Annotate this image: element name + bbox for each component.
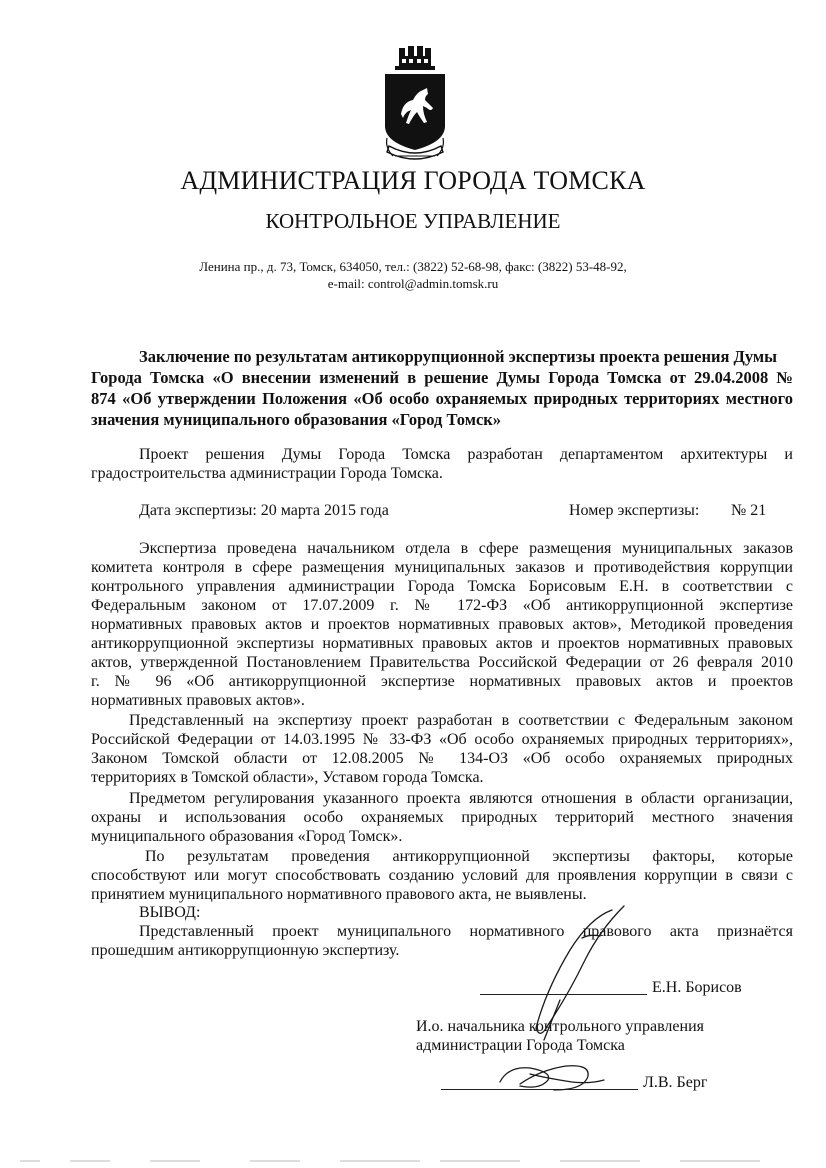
paragraph-line: актов, утвержденной Постановлением Правительства Российской Федерации от 26 февраля 2010 [91,654,793,671]
intro-line: Проект решения Думы Города Томска разработан департаментом архитектуры и [139,446,793,463]
paragraph-line: принятием муниципального нормативного правового акта, не выявлены. [91,886,587,903]
title-line: Города Томска «О внесении изменений в решение Думы Города Томска от 29.04.2008 № [91,368,793,387]
organization-title: АДМИНИСТРАЦИЯ ГОРОДА ТОМСКА [180,166,646,195]
expertise-number-value: № 21 [731,502,767,519]
paragraph-line: Законом Томской области от 12.08.2005 № 134-ОЗ «Об особо охраняемых природных [91,750,793,767]
expertise-number-label: Номер экспертизы: [569,502,700,519]
handwritten-signature [500,1066,604,1090]
conclusion-line: Представленный проект муниципального нормативного правового акта признаётся [139,923,793,940]
paragraph-line: Федеральным законом от 17.07.2009 г. № 172-ФЗ «Об антикоррупционной экспертизе [91,597,793,614]
conclusion-heading: ВЫВОД: [139,904,201,921]
paragraph-line: способствуют или могут способствовать созданию условий для проявления коррупции в связи с [91,867,793,884]
paragraph-line: Экспертиза проведена начальником отдела в сфере размещения муниципальных заказов [139,540,793,557]
paragraph-line: комитета контроля в сфере размещения муниципальных заказов и противодействия коррупции [91,559,793,576]
tomsk-coat-of-arms-icon [381,42,449,170]
paragraph-line: г. № 96 «Об антикоррупционной экспертизе нормативных правовых актов и проектов [91,673,793,690]
paragraph-line: контрольного управления администрации Города Томска Борисовым Е.Н. в соответствии с [91,578,793,595]
head-position: И.о. начальника контрольного управления [416,1018,704,1035]
paragraph-line: нормативных правовых актов». [91,692,305,709]
address-line: Ленина пр., д. 73, Томск, 634050, тел.: (3822) 52-68-98, факс: (3822) 53-48-92, [199,259,627,274]
paragraph-line: территориях в Томской области», Уставом города Томска. [91,769,484,786]
head-name: Л.В. Берг [643,1074,708,1091]
title-line: значения муниципального образования «Город Томск» [91,410,502,429]
expert-name: Е.Н. Борисов [652,979,742,996]
intro-line: градостроительства администрации Города Томска. [91,465,443,482]
title-line: 874 «Об утверждении Положения «Об особо охраняемых природных территориях местного [91,389,793,408]
paragraph-line: муниципального образования «Город Томск». [91,828,403,845]
paragraph-line: Представленный на экспертизу проект разработан в соответствии с Федеральным законом [129,712,793,729]
title-line: Заключение по результатам антикоррупционной экспертизы проекта решения Думы [139,347,778,366]
email-line: e-mail: control@admin.tomsk.ru [327,276,499,291]
paragraph-line: По результатам проведения антикоррупционной экспертизы факторы, которые [145,848,793,865]
department-title: КОНТРОЛЬНОЕ УПРАВЛЕНИЕ [265,209,561,233]
scan-noise [0,1158,826,1164]
paragraph-line: охраны и использования особо охраняемых природных территорий местного значения [91,809,793,826]
paragraph-line: антикоррупционной экспертизы нормативных правовых актов и проектов нормативных правовых [91,635,793,652]
signature-line [441,1089,638,1090]
signature-line [480,994,647,995]
paragraph-line: Российской Федерации от 14.03.1995 № 33-ФЗ «Об особо охраняемых природных территориях», [91,731,793,748]
conclusion-line: прошедшим антикоррупционную экспертизу. [91,942,400,959]
paragraph-line: нормативных правовых актов и проектов нормативных правовых актов», Методикой проведения [91,616,793,633]
paragraph-line: Предметом регулирования указанного проекта являются отношения в области организации, [129,790,793,807]
head-position: администрации Города Томска [416,1037,625,1054]
expertise-date: Дата экспертизы: 20 марта 2015 года [139,502,389,519]
